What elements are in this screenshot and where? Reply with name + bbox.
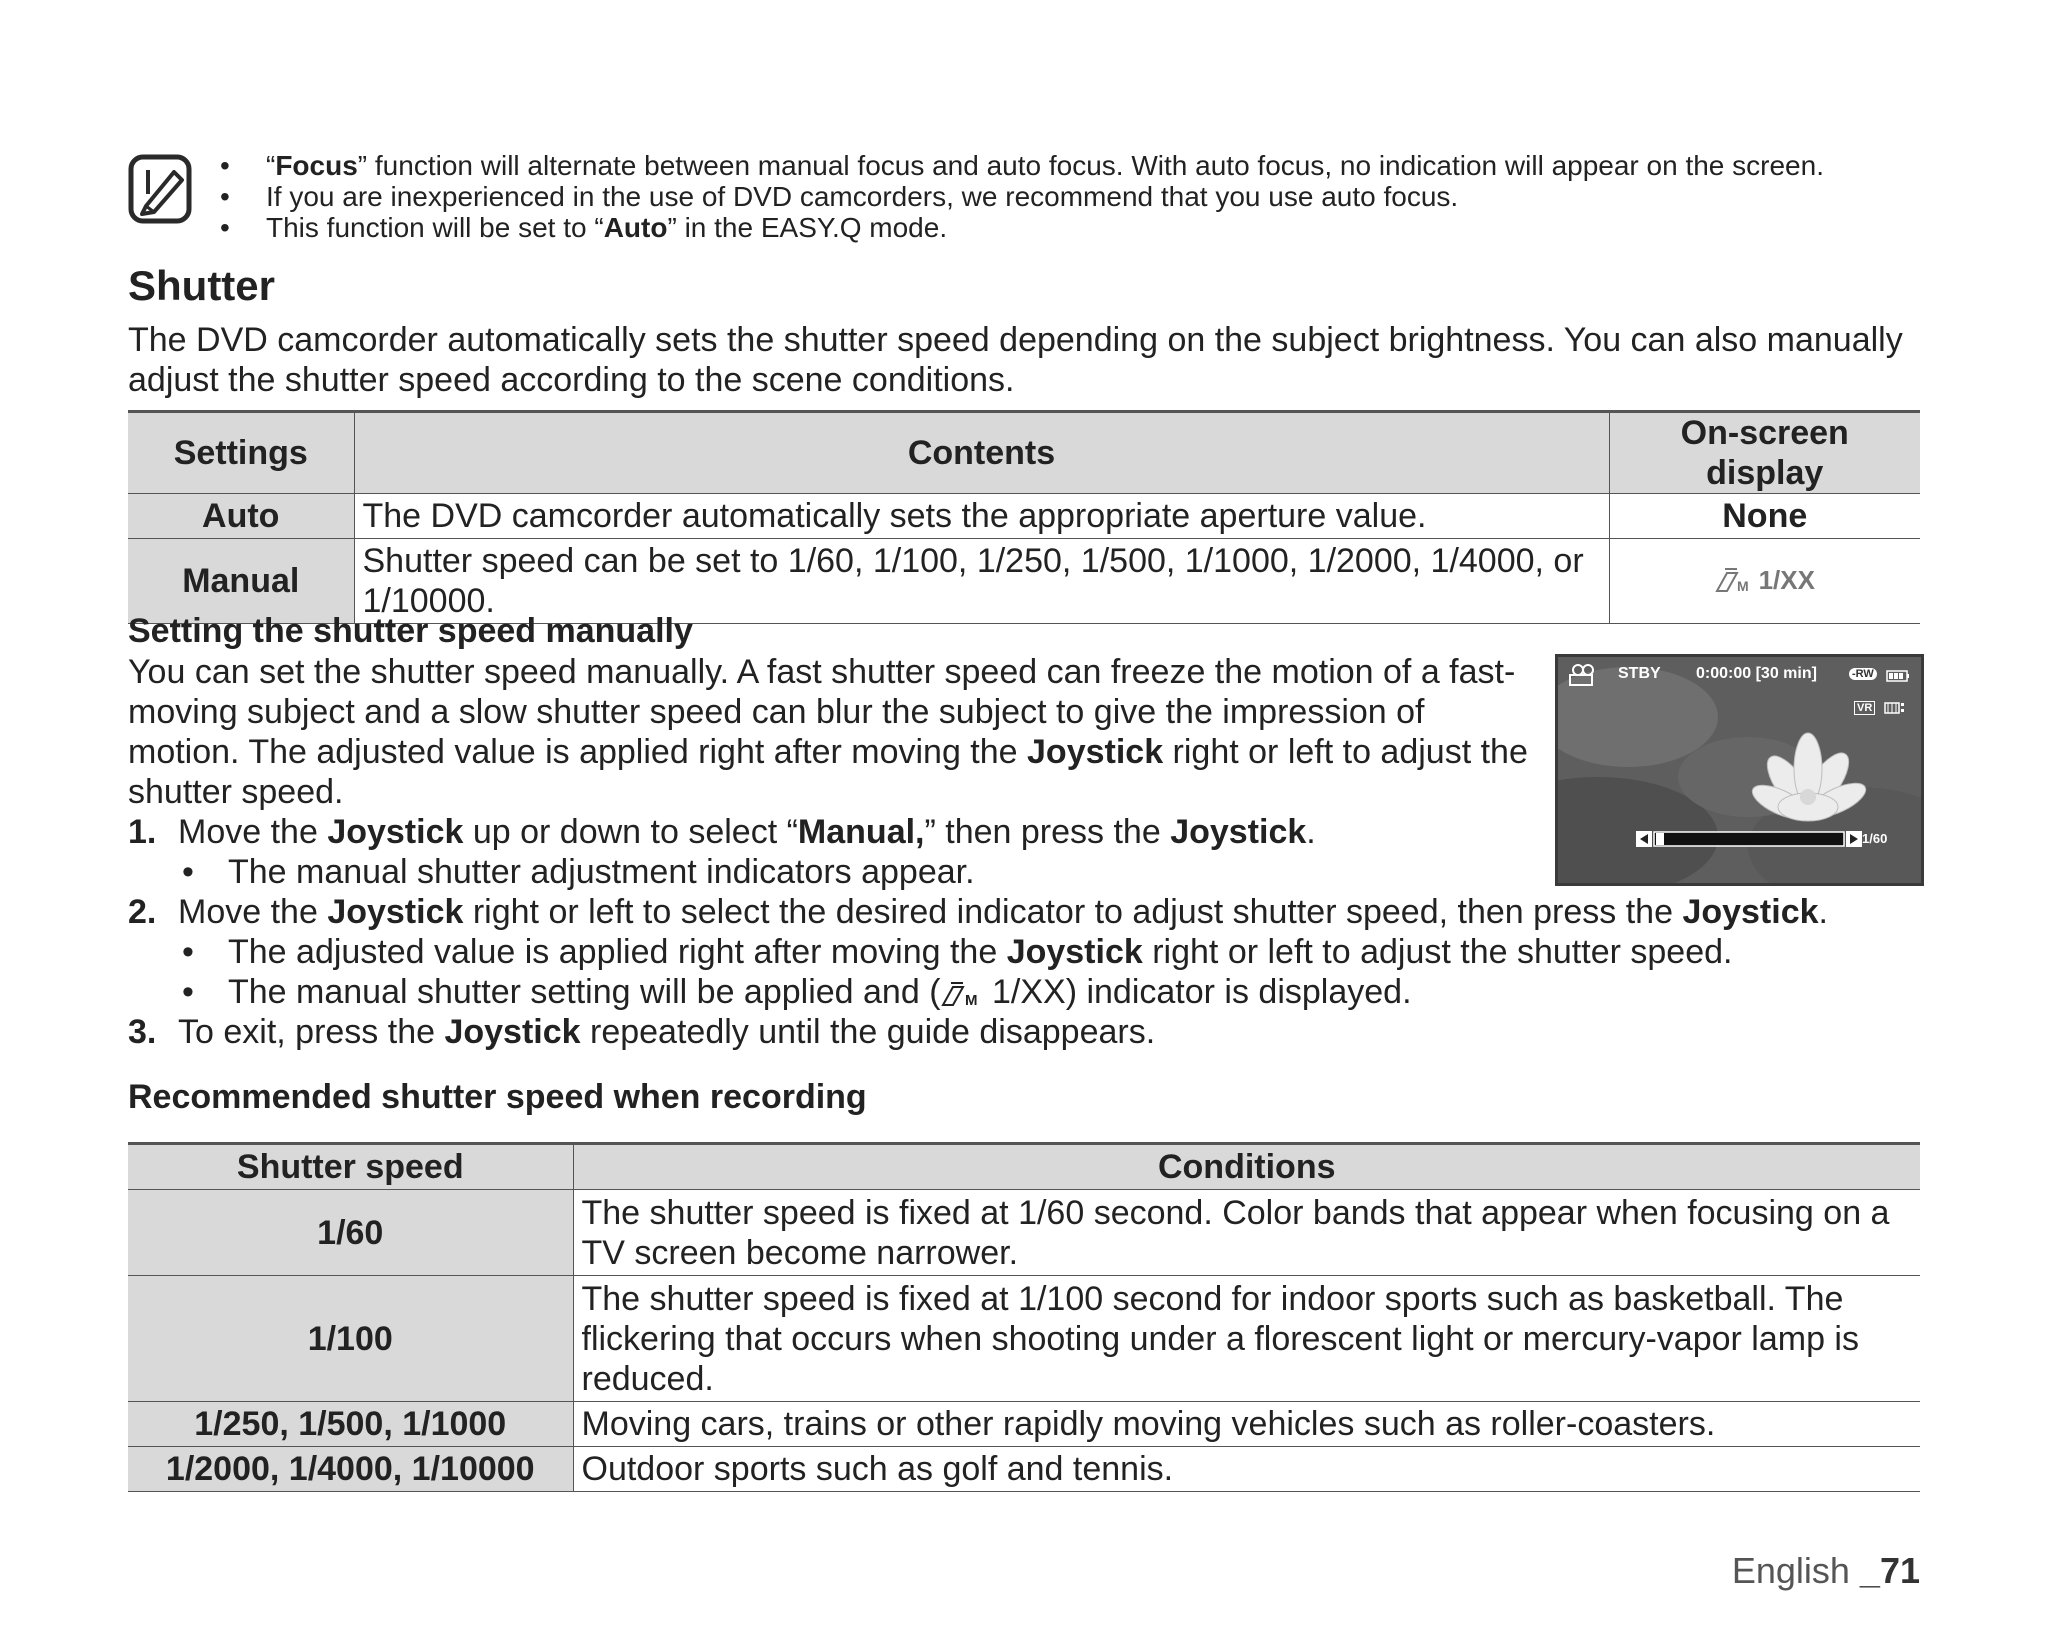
svg-text:M: M (1736, 578, 1749, 593)
shutter-value: 1/60 (1862, 831, 1888, 846)
recommended-table (128, 1142, 1920, 1492)
settings-table (128, 410, 1920, 624)
contents-cell: The DVD camcorder automatically sets the appropriate aperture value. (354, 494, 1609, 539)
note-pencil-icon (128, 154, 192, 224)
manual-shutter-icon (941, 981, 983, 1007)
manual-shutter-indicator: M 1/XX (1715, 560, 1815, 600)
speed-cell: 1/2000, 1/4000, 1/10000 (128, 1447, 573, 1492)
display-cell (1609, 539, 1920, 624)
section-title: Shutter (128, 262, 275, 309)
table-row (128, 1447, 1920, 1492)
note-list (220, 150, 1824, 243)
step-bullet: • The manual shutter adjustment indicators appear. (128, 852, 1920, 892)
speed-cell: 1/60 (128, 1190, 573, 1276)
table-header-row (128, 1144, 1920, 1190)
section-intro: The DVD camcorder automatically sets the shutter speed depending on the subject brightness. You can also manually adjust the shutter speed according to the scene conditions. (128, 321, 1903, 399)
conditions-cell: The shutter speed is fixed at 1/100 second for indoor sports such as basketball. The flickering that occurs when shooting under a florescent light or mercury-vapor lamp is reduced. (573, 1276, 1920, 1402)
recommended-heading: Recommended shutter speed when recording (128, 1078, 867, 1116)
step-item: 2. Move the Joystick right or left to select the desired indicator to adjust shutter speed, then press the Joystick. (128, 893, 1828, 931)
conditions-cell: Moving cars, trains or other rapidly moving vehicles such as roller-coasters. (573, 1402, 1920, 1447)
conditions-cell: Outdoor sports such as golf and tennis. (573, 1447, 1920, 1492)
contents-cell: Shutter speed can be set to 1/60, 1/100, 1/250, 1/500, 1/1000, 1/2000, 1/4000, or 1/10000. (354, 539, 1609, 624)
manual-section-paragraph: You can set the shutter speed manually. A fast shutter speed can freeze the motion of a fast-moving subject and a slow shutter speed can blur the subject to give the impression of motion. The adjusted value is applied right after moving the Joystick right or left to adjust the shutter speed. (128, 653, 1528, 811)
time-counter: 0:00:00 [30 min] (1696, 665, 1817, 682)
page-footer: English _71 (1731, 1550, 1920, 1591)
speed-cell: 1/250, 1/500, 1/1000 (128, 1402, 573, 1447)
note-item: • “Focus” function will alternate between manual focus and auto focus. With auto focus, no indication will appear on the screen. (220, 150, 1824, 181)
col-header: On-screen display (1609, 412, 1920, 494)
conditions-cell: The shutter speed is fixed at 1/60 second. Color bands that appear when focusing on a TV screen become narrower. (573, 1190, 1920, 1276)
col-header: Contents (354, 412, 1609, 494)
step-bullet: • The manual shutter setting will be applied and ( M 1/XX) indicator is displayed. (128, 972, 1920, 1012)
table-row (128, 539, 1920, 624)
disc-type-badge: -RW (1849, 668, 1877, 680)
status-label: STBY (1618, 665, 1661, 682)
col-header: Shutter speed (128, 1144, 573, 1190)
step-item: 3. To exit, press the Joystick repeatedly until the guide disappears. (128, 1013, 1156, 1051)
camera-mode-icon (1566, 663, 1596, 687)
manual-shutter-icon (1715, 567, 1755, 593)
manual-page (128, 0, 1920, 1644)
note-item: • This function will be set to “Auto” in the EASY.Q mode. (220, 212, 1824, 243)
table-row (128, 494, 1920, 539)
col-header: Settings (128, 412, 354, 494)
manual-section-heading: Setting the shutter speed manually (128, 612, 693, 650)
step-bullet: • The adjusted value is applied right after moving the Joystick right or left to adjust the shutter speed. (128, 932, 1920, 972)
table-row (128, 1276, 1920, 1402)
table-header-row (128, 412, 1920, 494)
table-row (128, 1402, 1920, 1447)
speed-cell: 1/100 (128, 1276, 573, 1402)
steps-list (128, 812, 1920, 1052)
step-item: 1. Move the Joystick up or down to select “Manual,” then press the Joystick. (128, 813, 1316, 851)
table-row (128, 1190, 1920, 1276)
col-header: Conditions (573, 1144, 1920, 1190)
vr-badge: VR (1854, 701, 1875, 715)
battery-icon (1886, 670, 1910, 682)
setting-cell: Manual (128, 539, 354, 624)
setting-cell: Auto (128, 494, 354, 539)
note-item: • If you are inexperienced in the use of DVD camcorders, we recommend that you use auto focus. (220, 181, 1824, 212)
display-cell: None (1609, 494, 1920, 539)
svg-text:M: M (964, 992, 978, 1007)
quality-icon (1884, 701, 1906, 715)
